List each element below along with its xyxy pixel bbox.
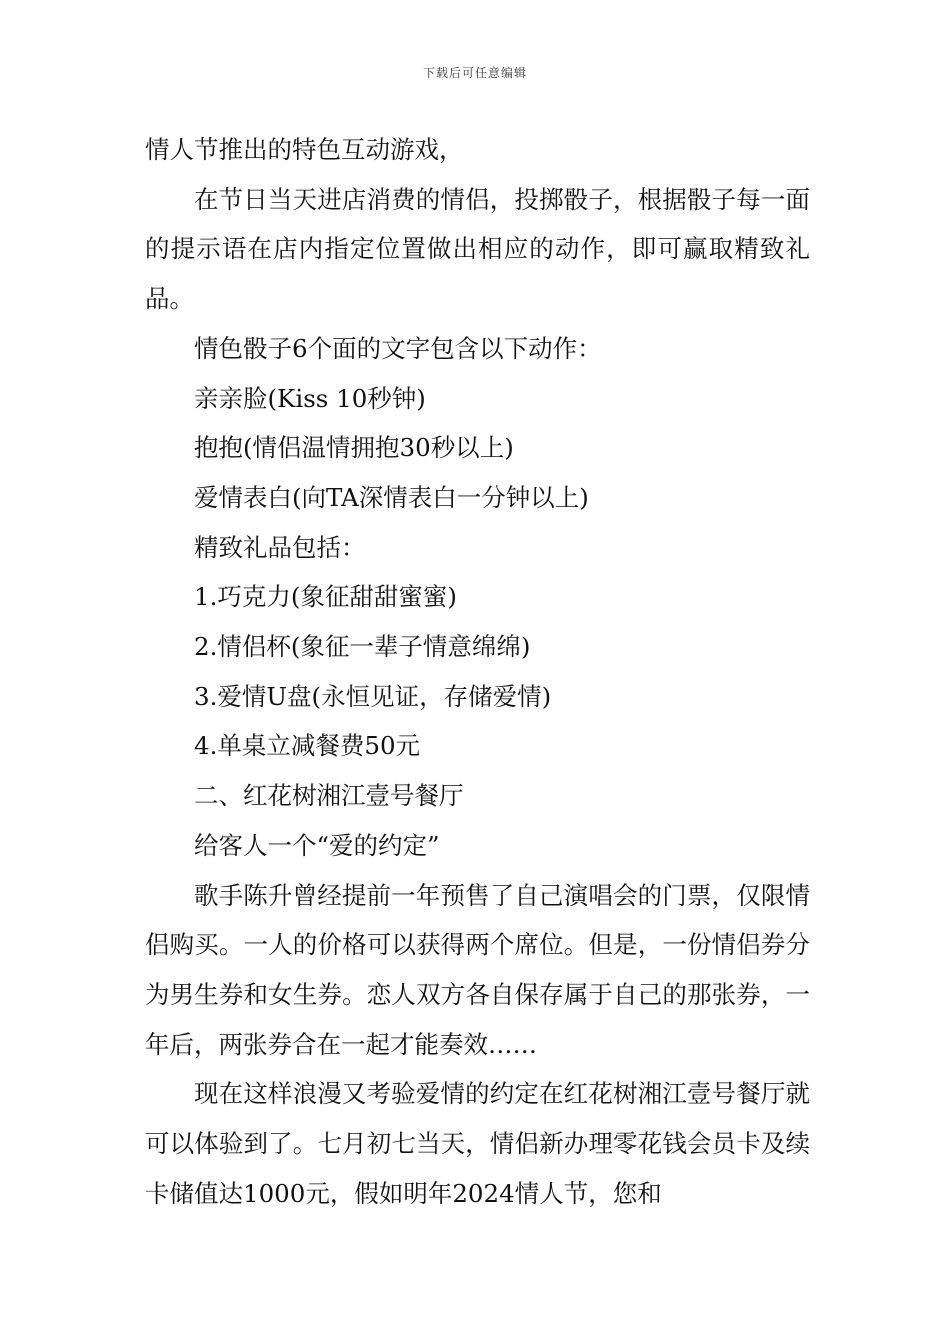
paragraph: 歌手陈升曾经提前一年预售了自己演唱会的门票，仅限情侣购买。一人的价格可以获得两个席位。但是，一份情侣券分为男生券和女生券。恋人双方各自保存属于自己的那张券，一年后，两张券合在一起才能奏效…… bbox=[145, 880, 810, 1059]
paragraph: 给客人一个“爱的约定” bbox=[194, 830, 440, 860]
list-item: 1.巧克力(象征甜甜蜜蜜) bbox=[194, 582, 457, 612]
section-heading: 二、红花树湘江壹号餐厅 bbox=[194, 781, 464, 811]
list-item: 2.情侣杯(象征一辈子情意绵绵) bbox=[194, 632, 531, 662]
paragraph: 在节日当天进店消费的情侣，投掷骰子，根据骰子每一面的提示语在店内指定位置做出相应的动作，即可赢取精致礼品。 bbox=[145, 184, 810, 314]
paragraph: 情人节推出的特色互动游戏， bbox=[145, 135, 464, 164]
paragraph: 精致礼品包括： bbox=[194, 532, 366, 562]
paragraph: 情色骰子6个面的文字包含以下动作： bbox=[194, 333, 602, 363]
list-item: 4.单桌立减餐费50元 bbox=[194, 731, 421, 761]
paragraph: 抱抱(情侣温情拥抱30秒以上) bbox=[194, 433, 514, 463]
paragraph: 爱情表白(向TA深情表白一分钟以上) bbox=[194, 482, 589, 512]
document-body bbox=[145, 125, 810, 1218]
page-header: 下载后可任意编辑 bbox=[422, 66, 527, 80]
paragraph: 亲亲脸(Kiss 10秒钟) bbox=[194, 383, 426, 413]
list-item: 3.爱情U盘(永恒见证，存储爱情) bbox=[194, 681, 552, 711]
paragraph: 现在这样浪漫又考验爱情的约定在红花树湘江壹号餐厅就可以体验到了。七月初七当天，情侣新办理零花钱会员卡及续卡储值达1000元，假如明年2024情人节，您和 bbox=[145, 1079, 810, 1208]
